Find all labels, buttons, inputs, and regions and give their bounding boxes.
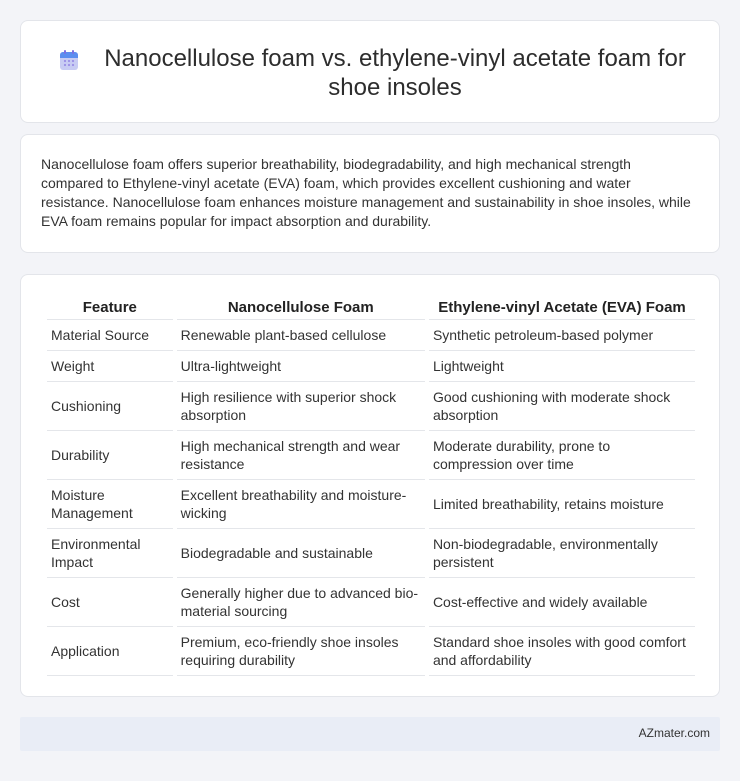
nanocellulose-cell: High mechanical strength and wear resistance	[177, 431, 425, 480]
nanocellulose-cell: Biodegradable and sustainable	[177, 529, 425, 578]
feature-cell: Material Source	[47, 320, 173, 351]
summary-card	[20, 134, 720, 253]
feature-cell: Application	[47, 627, 173, 676]
table-row	[47, 627, 695, 676]
summary-text: Nanocellulose foam offers superior breathability, biodegradability, and high mechanical strength compared to Ethylene-vinyl acetate (EVA) foam, which provides excellent cushioning and water resistance. Nanocellulose foam enhances moisture management and sustainability in shoe insoles, while EVA foam remains popular for impact absorption and durability.	[41, 156, 691, 229]
title-card	[20, 20, 720, 123]
header-feature: Feature	[47, 295, 173, 320]
feature-cell: Durability	[47, 431, 173, 480]
calendar-icon	[59, 49, 79, 71]
nanocellulose-cell: Ultra-lightweight	[177, 351, 425, 382]
header-nanocellulose: Nanocellulose Foam	[177, 295, 425, 320]
page-title: Nanocellulose foam vs. ethylene-vinyl acetate foam for shoe insoles	[104, 45, 686, 101]
header-eva: Ethylene-vinyl Acetate (EVA) Foam	[429, 295, 695, 320]
table-row	[47, 320, 695, 351]
footer	[20, 717, 720, 751]
footer-brand: AZmater.com	[638, 726, 710, 740]
eva-cell: Cost-effective and widely available	[429, 578, 695, 627]
nanocellulose-cell: Excellent breathability and moisture-wicking	[177, 480, 425, 529]
table-row	[47, 529, 695, 578]
table-row	[47, 480, 695, 529]
table-header-row	[47, 295, 695, 320]
eva-cell: Limited breathability, retains moisture	[429, 480, 695, 529]
eva-cell: Lightweight	[429, 351, 695, 382]
nanocellulose-cell: Renewable plant-based cellulose	[177, 320, 425, 351]
eva-cell: Synthetic petroleum-based polymer	[429, 320, 695, 351]
table-row	[47, 351, 695, 382]
eva-cell: Moderate durability, prone to compression over time	[429, 431, 695, 480]
feature-cell: Weight	[47, 351, 173, 382]
comparison-table	[43, 295, 699, 676]
table-row	[47, 578, 695, 627]
feature-cell: Cost	[47, 578, 173, 627]
feature-cell: Moisture Management	[47, 480, 173, 529]
nanocellulose-cell: Premium, eco-friendly shoe insoles requiring durability	[177, 627, 425, 676]
eva-cell: Non-biodegradable, environmentally persistent	[429, 529, 695, 578]
title-wrap	[21, 44, 719, 102]
eva-cell: Good cushioning with moderate shock absorption	[429, 382, 695, 431]
feature-cell: Cushioning	[47, 382, 173, 431]
table-row	[47, 431, 695, 480]
nanocellulose-cell: Generally higher due to advanced bio-material sourcing	[177, 578, 425, 627]
nanocellulose-cell: High resilience with superior shock absorption	[177, 382, 425, 431]
eva-cell: Standard shoe insoles with good comfort and affordability	[429, 627, 695, 676]
comparison-table-card	[20, 274, 720, 697]
feature-cell: Environmental Impact	[47, 529, 173, 578]
table-row	[47, 382, 695, 431]
